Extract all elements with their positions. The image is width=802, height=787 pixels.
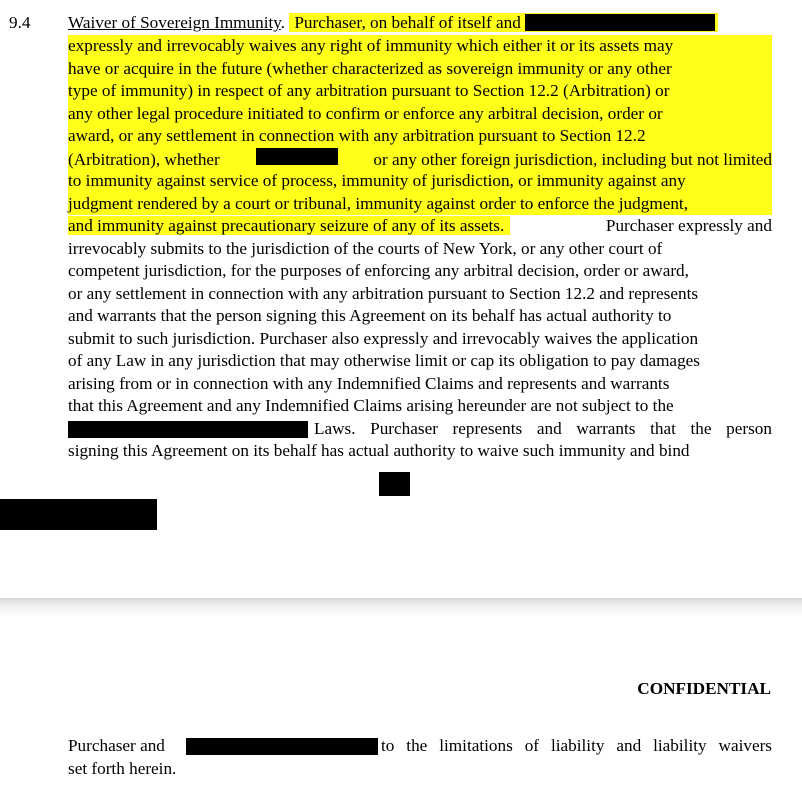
text-line xyxy=(68,373,772,396)
text-line xyxy=(68,418,772,441)
text-line xyxy=(68,395,772,418)
text-line xyxy=(68,12,772,35)
text-line xyxy=(68,260,772,283)
line-text: signing this Agreement on its behalf has actual authority to waive such immunity and bind xyxy=(68,441,690,460)
text-line xyxy=(68,758,176,781)
redaction-block xyxy=(186,738,378,755)
line-text: Purchaser expressly and xyxy=(605,216,772,235)
page-separator xyxy=(0,598,802,616)
line-text: have or acquire in the future (whether characterized as sovereign immunity or any other xyxy=(68,58,672,78)
line-text: arising from or in connection with any Indemnified Claims and represents and warrants xyxy=(68,373,670,393)
text-line xyxy=(68,735,772,758)
line-text: (Arbitration), whether xyxy=(68,149,220,169)
highlighted-text: and immunity against precautionary seizure of any of its assets. xyxy=(68,216,510,235)
line-text: set forth herein. xyxy=(68,759,177,778)
line-text: submit to such jurisdiction. Purchaser also expressly and irrevocably waives the application xyxy=(68,328,699,348)
document-page-2 xyxy=(0,616,802,787)
confidential-header: CONFIDENTIAL xyxy=(637,679,771,698)
text-line xyxy=(68,148,772,171)
text-line xyxy=(68,283,772,306)
line-text: any other legal procedure initiated to confirm or enforce any arbitral decision, order or xyxy=(68,103,663,123)
line-text: to the limitations of liability and liability waivers xyxy=(381,736,772,755)
text-line xyxy=(68,328,772,351)
text-line xyxy=(68,350,772,373)
text-line xyxy=(68,193,772,216)
redaction-block xyxy=(379,472,410,496)
line-text: irrevocably submits to the jurisdiction of the courts of New York, or any other court of xyxy=(68,238,663,258)
text-line xyxy=(68,238,772,261)
line-text: Purchaser and xyxy=(68,736,165,755)
text-line xyxy=(68,35,772,58)
line-text: judgment rendered by a court or tribunal, immunity against order to enforce the judgment, xyxy=(68,193,689,213)
redaction-block xyxy=(68,421,308,438)
line-text: of any Law in any jurisdiction that may otherwise limit or cap its obligation to pay damages xyxy=(68,351,700,370)
text-line xyxy=(68,170,772,193)
line-text: competent jurisdiction, for the purposes of enforcing any arbitral decision, order or award, xyxy=(68,261,689,280)
text-line xyxy=(68,103,772,126)
line-text: and warrants that the person signing this Agreement on its behalf has actual authority to xyxy=(68,306,672,325)
redaction-block xyxy=(256,148,338,165)
line-text: or any settlement in connection with any arbitration pursuant to Section 12.2 and represents xyxy=(68,283,699,303)
line-text: or any other foreign jurisdiction, including but not limited xyxy=(373,149,772,169)
redaction-block xyxy=(525,14,715,31)
section-heading: Waiver of Sovereign Immunity xyxy=(68,13,281,32)
text-line xyxy=(68,215,772,238)
text-line xyxy=(68,125,772,148)
text-line xyxy=(68,440,772,463)
text-line xyxy=(68,305,772,328)
line-text: type of immunity) in respect of any arbitration pursuant to Section 12.2 (Arbitration) or xyxy=(68,81,670,100)
section-number: 9.4 xyxy=(9,13,31,32)
line-text: to immunity against service of process, immunity of jurisdiction, or immunity against any xyxy=(68,171,686,190)
heading-punctuation: . xyxy=(280,13,286,32)
text-line xyxy=(68,80,772,103)
redaction-block xyxy=(0,499,157,530)
text-line xyxy=(68,58,772,81)
line-text: Purchaser, on behalf of itself and xyxy=(294,13,521,32)
line-text: that this Agreement and any Indemnified Claims arising hereunder are not subject to the xyxy=(68,396,674,415)
line-text: Laws. Purchaser represents and warrants that the person xyxy=(314,418,772,438)
line-text: expressly and irrevocably waives any right of immunity which either it or its assets may xyxy=(68,36,674,55)
highlighted-text xyxy=(289,13,718,32)
line-text: award, or any settlement in connection with any arbitration pursuant to Section 12.2 xyxy=(68,126,646,145)
